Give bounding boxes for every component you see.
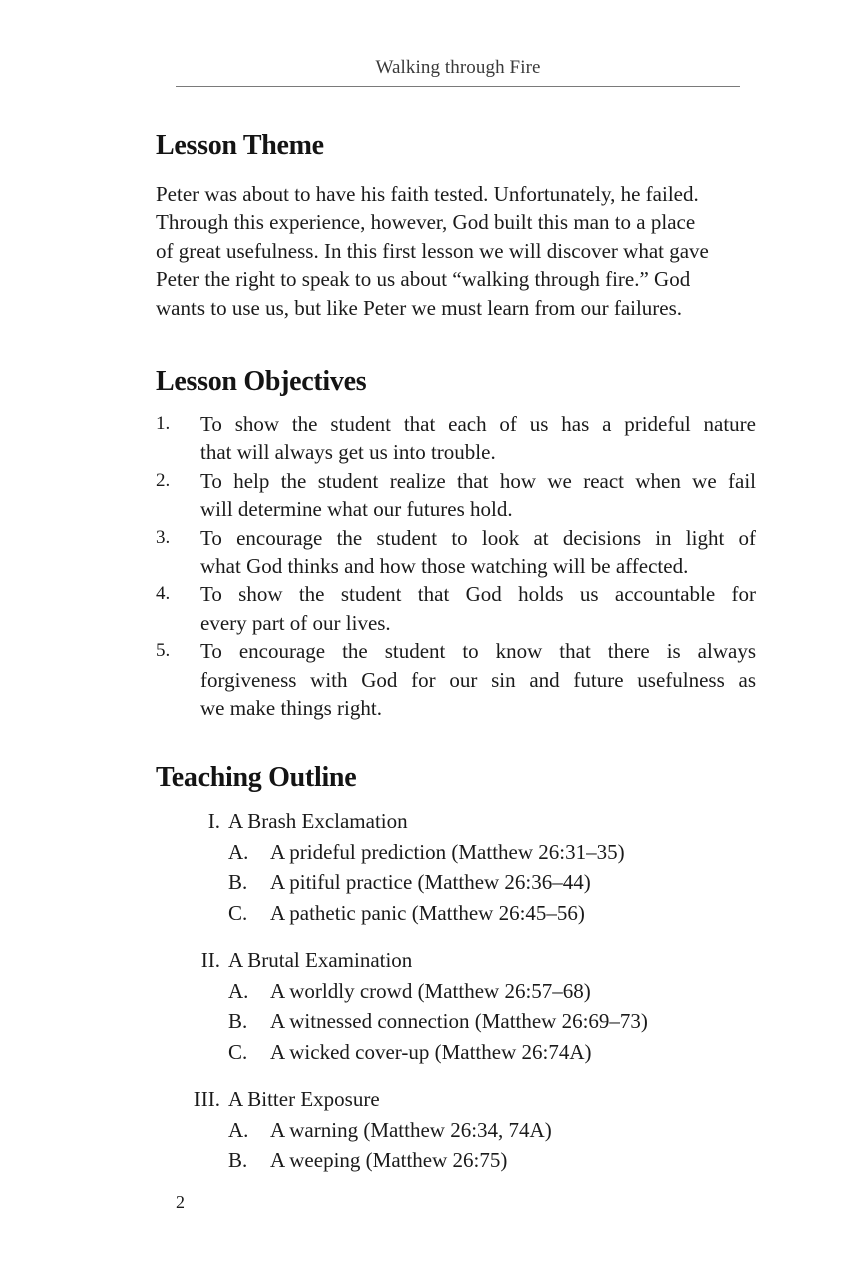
- objective-item: [156, 580, 756, 637]
- objective-item: [156, 410, 756, 467]
- lesson-theme-paragraph: [156, 180, 756, 322]
- objective-text: [200, 524, 756, 581]
- outline-section-heading: [156, 945, 756, 976]
- objective-line: To encourage the student to look at decisions in light of: [200, 525, 756, 550]
- objective-number: 5.: [156, 640, 171, 662]
- objective-line: will determine what our futures hold.: [200, 497, 513, 522]
- objective-number: 4.: [156, 583, 171, 605]
- point-text: A pathetic panic (Matthew 26:45–56): [270, 900, 585, 925]
- point-letter: B.: [228, 1148, 248, 1172]
- outline-point: [156, 976, 756, 1007]
- outline-section-heading: [156, 806, 756, 837]
- objective-text: [200, 637, 756, 722]
- objective-line: To show the student that God holds us accountable for: [200, 582, 756, 607]
- outline-point: [156, 867, 756, 898]
- outline-point: [156, 898, 756, 929]
- point-text: A warning (Matthew 26:34, 74A): [270, 1117, 552, 1142]
- outline-section: [156, 945, 756, 1067]
- teaching-outline-heading: Teaching Outline: [156, 762, 357, 793]
- point-letter: A.: [228, 839, 249, 864]
- lesson-objectives-heading: Lesson Objectives: [156, 366, 367, 397]
- objectives-list: [156, 410, 756, 722]
- point-letter: B.: [228, 870, 248, 894]
- objective-line: To help the student realize that how we react when we fail: [200, 468, 756, 493]
- point-text: A witnessed connection (Matthew 26:69–73): [270, 1009, 648, 1033]
- point-letter: A.: [228, 1117, 249, 1142]
- outline-point: [156, 1006, 756, 1037]
- outline-point: [156, 837, 756, 868]
- objective-text: [200, 410, 756, 467]
- paragraph-line: Peter was about to have his faith tested. Unfortunately, he failed.: [156, 182, 699, 206]
- outline-section-heading: [156, 1084, 756, 1115]
- outline-point: [156, 1145, 756, 1176]
- section-heading-text: A Brutal Examination: [228, 948, 413, 972]
- roman-numeral: I.: [207, 809, 220, 833]
- lesson-theme-heading: Lesson Theme: [156, 130, 324, 161]
- page-number: 2: [176, 1192, 185, 1212]
- objective-line: To encourage the student to know that there is always: [200, 639, 756, 664]
- running-head: Walking through Fire: [375, 57, 541, 78]
- outline-point: [156, 1037, 756, 1068]
- objective-number: 1.: [156, 413, 171, 434]
- section-heading-text: A Bitter Exposure: [228, 1087, 380, 1111]
- point-text: A worldly crowd (Matthew 26:57–68): [270, 978, 591, 1003]
- roman-numeral: III.: [193, 1087, 220, 1111]
- point-text: A prideful prediction (Matthew 26:31–35): [270, 839, 625, 864]
- paragraph-line: Through this experience, however, God built this man to a place: [156, 210, 696, 235]
- teaching-outline: [156, 806, 756, 1193]
- paragraph-line: wants to use us, but like Peter we must learn from our failures.: [156, 295, 683, 320]
- objective-number: 3.: [156, 526, 171, 548]
- roman-numeral: II.: [200, 948, 220, 972]
- objective-item: [156, 524, 756, 581]
- paragraph-line: Peter the right to speak to us about “walking through fire.” God: [156, 267, 691, 292]
- objective-line: that will always get us into trouble.: [200, 440, 496, 465]
- objective-number: 2.: [156, 469, 171, 491]
- point-letter: C.: [228, 1039, 248, 1064]
- objective-item: [156, 467, 756, 524]
- outline-section: [156, 806, 756, 928]
- section-heading-text: A Brash Exclamation: [228, 809, 408, 833]
- objective-line: we make things right.: [200, 696, 382, 721]
- point-letter: C.: [228, 900, 248, 925]
- objective-line: To show the student that each of us has a prideful nature: [200, 412, 756, 436]
- point-text: A pitiful practice (Matthew 26:36–44): [270, 870, 591, 894]
- header-rule-divider: [176, 86, 740, 87]
- point-letter: A.: [228, 978, 249, 1003]
- objective-text: [200, 580, 756, 637]
- objective-line: every part of our lives.: [200, 610, 391, 635]
- point-text: A weeping (Matthew 26:75): [270, 1148, 508, 1172]
- outline-section: [156, 1084, 756, 1176]
- objective-item: [156, 637, 756, 722]
- point-text: A wicked cover-up (Matthew 26:74A): [270, 1039, 592, 1064]
- point-letter: B.: [228, 1009, 248, 1033]
- outline-point: [156, 1115, 756, 1146]
- objective-text: [200, 467, 756, 524]
- paragraph-line: of great usefulness. In this first lesson we will discover what gave: [156, 238, 709, 263]
- objective-line: forgiveness with God for our sin and future usefulness as: [200, 667, 756, 692]
- objective-line: what God thinks and how those watching will be affected.: [200, 554, 689, 579]
